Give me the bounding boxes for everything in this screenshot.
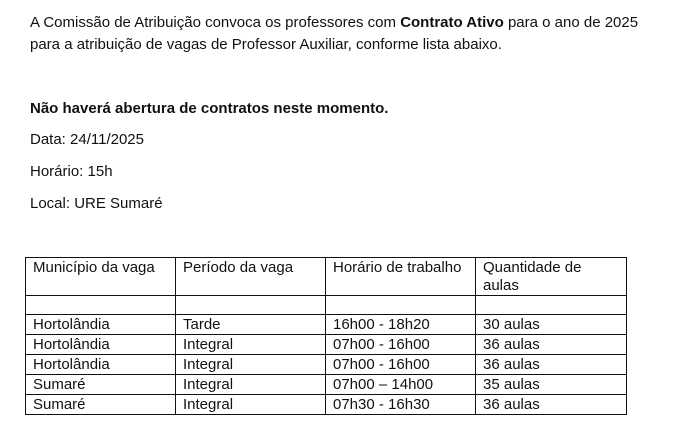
cell-quantidade: 36 aulas	[476, 355, 627, 375]
cell-horario: 07h00 - 16h00	[326, 355, 476, 375]
header-horario: Horário de trabalho	[326, 258, 476, 296]
table-cell	[26, 296, 176, 315]
cell-quantidade: 36 aulas	[476, 335, 627, 355]
intro-text-end: para o ano de 2025 para a atribuição de vagas de Professor Auxiliar, conforme lista abaixo.	[30, 14, 639, 53]
table-row	[26, 335, 627, 355]
cell-municipio: Hortolândia	[26, 335, 176, 355]
table-row	[26, 315, 627, 335]
cell-periodo: Integral	[176, 395, 326, 415]
cell-municipio: Sumaré	[26, 375, 176, 395]
header-quantidade: Quantidade de aulas	[476, 258, 627, 296]
table-row	[26, 375, 627, 395]
table-cell	[176, 296, 326, 315]
intro-bold-term: Contrato Ativo	[400, 14, 504, 31]
notice-heading: Não haverá abertura de contratos neste momento.	[30, 100, 389, 117]
cell-quantidade: 35 aulas	[476, 375, 627, 395]
table-row	[26, 395, 627, 415]
table-row	[26, 355, 627, 375]
table-blank-row	[26, 296, 627, 315]
cell-horario: 07h00 – 14h00	[326, 375, 476, 395]
cell-horario: 07h30 - 16h30	[326, 395, 476, 415]
cell-periodo: Tarde	[176, 315, 326, 335]
intro-text-start: A Comissão de Atribuição convoca os professores com	[30, 14, 401, 31]
cell-periodo: Integral	[176, 335, 326, 355]
cell-periodo: Integral	[176, 355, 326, 375]
table-header-row	[26, 258, 627, 296]
cell-periodo: Integral	[176, 375, 326, 395]
table-cell	[326, 296, 476, 315]
cell-quantidade: 36 aulas	[476, 395, 627, 415]
header-periodo: Período da vaga	[176, 258, 326, 296]
header-municipio: Município da vaga	[26, 258, 176, 296]
location-line: Local: URE Sumaré	[30, 195, 163, 212]
date-line: Data: 24/11/2025	[30, 131, 144, 148]
vacancies-table	[25, 257, 627, 415]
cell-municipio: Sumaré	[26, 395, 176, 415]
cell-municipio: Hortolândia	[26, 315, 176, 335]
intro-paragraph	[30, 12, 645, 56]
cell-municipio: Hortolândia	[26, 355, 176, 375]
cell-quantidade: 30 aulas	[476, 315, 627, 335]
cell-horario: 16h00 - 18h20	[326, 315, 476, 335]
time-line: Horário: 15h	[30, 163, 113, 180]
cell-horario: 07h00 - 16h00	[326, 335, 476, 355]
table-cell	[476, 296, 627, 315]
